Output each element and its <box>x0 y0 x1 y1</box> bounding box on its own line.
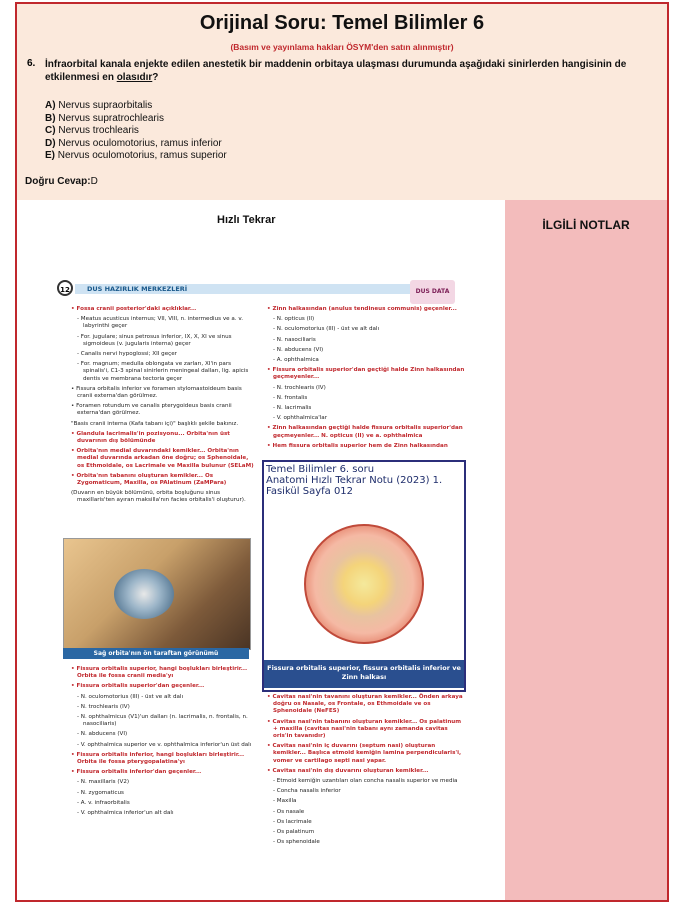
book-page-image <box>55 270 485 860</box>
related-notes-title: İLGİLİ NOTLAR <box>542 218 630 232</box>
option-letter: D) <box>45 137 56 149</box>
book-text-line: - Os sphenoidale <box>273 839 320 846</box>
book-text-line: • Fissura orbitalis inferior, hangi boşlukları birleştirir... Orbita ile fossa pterygopalatina'yı <box>71 751 245 766</box>
question-text-underlined: olasıdır <box>116 72 153 83</box>
book-text-line: "Basis cranii interna (Kafa tabanı içi)" başlıklı şekile bakınız. <box>71 420 239 427</box>
dusdata-logo: DUS DATA <box>410 280 455 304</box>
book-text-line: - N. maxillaris (V2) <box>77 779 130 786</box>
option-text: Nervus oculomotorius, ramus inferior <box>58 137 222 149</box>
book-text-line: - For. magnum; medulla oblongata ve zarları, XI'in pars spinalis'i, C1-3 spinal sinirlerin meningeal dalları, lig. apicis dentis ve membrana tectoria geçer <box>77 361 249 382</box>
book-text-line: - A. v. infraorbitalis <box>77 799 130 806</box>
option-letter: A) <box>45 100 56 111</box>
option-b[interactable] <box>45 113 227 126</box>
callout-page: Fasikül Sayfa 012 <box>266 486 354 497</box>
header-text: DUS HAZIRLIK MERKEZLERİ <box>87 285 188 293</box>
book-text-line: • Zinn halkasından geçtiği halde fissura orbitalis superior'dan geçmeyenler... N. opticus (II) ve a. ophthalmica <box>267 425 463 439</box>
option-a[interactable] <box>45 100 227 113</box>
right-column-bottom <box>265 694 465 849</box>
left-column-top <box>69 306 255 508</box>
eyeball-illustration <box>114 569 174 619</box>
book-text-line: • Fissura orbitalis superior, hangi boşlukları birleştirir... Orbita ile fossa cranii media'yı <box>71 666 248 680</box>
option-letter: C) <box>45 125 56 136</box>
book-text-line: • Fossa cranii posterior'daki açıklıklar... <box>71 306 197 312</box>
question-box <box>17 4 667 200</box>
book-text-line: • Orbita'nın tabanını oluşturan kemikler... Os Zygomaticum, Maxilla, os PAlatinum (ZaMPara) <box>71 472 227 487</box>
option-d[interactable] <box>45 138 227 151</box>
book-text-line: - Canalis nervi hypoglossi; XII geçer <box>77 351 177 358</box>
book-text-line: • Cavitas nasi'nin dış duvarını oluşturan kemikler... <box>267 767 429 774</box>
book-text-line: • Fissura orbitalis inferior ve foramen stylomastoideum basis cranii externa'dan görülmez. <box>71 385 242 400</box>
orbit-figure-caption: Sağ orbita'nın ön taraftan görünümü <box>63 648 249 659</box>
book-text-line: • Hem fissura orbitalis superior hem de Zinn halkasından <box>267 442 448 449</box>
page-title: Orijinal Soru: Temel Bilimler 6 <box>199 12 485 34</box>
book-text-line: - V. ophthalmica'lar <box>273 415 328 422</box>
book-text-line: • Orbita'nın medial duvarındaki kemikler... Orbita'nın medial duvarında arkadan öne doğru; os Sphenoidale, os Ethmoidale, os Lacrimale ve Maxilla bulunur (SELaM) <box>71 448 254 469</box>
book-text-line: - Maxilla <box>273 798 297 805</box>
question-number: 6. <box>27 58 36 69</box>
book-text-line: - N. nasociliaris <box>273 336 316 343</box>
book-text-line: - N. lacrimalis <box>273 405 312 412</box>
answer-label: Doğru Cevap: <box>25 176 91 187</box>
book-text-line: - N. trochlearis (IV) <box>273 384 326 391</box>
book-text-line: - Os palatinum <box>273 829 315 836</box>
options-list <box>45 100 227 163</box>
correct-answer <box>25 176 98 187</box>
option-text: Nervus supratrochlearis <box>58 112 164 124</box>
book-text-line: • Glandula lacrimalis'in pozisyonu... Orbita'nın üst duvarının dış bölümünde <box>71 430 230 445</box>
book-text-line: - Meatus acusticus internus; VII, VIII, n. intermedius ve a. v. labyrinthi geçer <box>77 316 244 330</box>
question-text <box>45 58 645 84</box>
book-text-line: - Concha nasalis inferior <box>273 788 341 795</box>
orbit-figure <box>63 538 251 650</box>
callout-figure-caption: Fissura orbitalis superior, fissura orbitalis inferior ve Zinn halkası <box>264 660 464 688</box>
callout-text <box>266 464 442 497</box>
zinn-ring-illustration <box>304 524 424 644</box>
book-text-line: (Duvarın en büyük bölümünü, orbita boşluğunu sinus maxillaris'ten ayıran maksilla'nın facies orbitalis'i oluşturur). <box>71 490 246 504</box>
book-text-line: • Cavitas nasi'nin tabanını oluşturan kemikler... Os palatinum + maxilla (cavitas nasi'nin tabanı aynı zamanda cavitas oris'in tavanıdır) <box>267 718 462 740</box>
book-text-line: • Cavitas nasi'nin tavanını oluşturan kemikler... Önden arkaya doğru os Nasale, os Frontale, os Ethmoidale ve os Sphenoidale (NeFES) <box>267 694 463 715</box>
book-text-line: - For. jugulare; sinus petrosus inferior, IX, X, XI ve sinus sigmoideus (v. jugularis interna) geçer <box>77 333 232 347</box>
right-column-top <box>265 306 465 453</box>
page-number: 12 <box>57 280 73 296</box>
callout-box <box>262 460 466 692</box>
book-text-line: • Fissura orbitalis inferior'dan geçenler... <box>71 769 202 776</box>
option-letter: B) <box>45 112 56 124</box>
book-text-line: • Zinn halkasından (anulus tendineus communis) geçenler... <box>267 306 457 312</box>
book-text-line: • Fissura orbitalis superior'dan geçenler... <box>71 683 205 690</box>
question-text-main: İnfraorbital kanala enjekte edilen anestetik bir maddenin orbitaya ulaşması durumunda aşağıdaki sinirlerden hangisinin de etkilenmesi en <box>45 59 627 83</box>
quick-review-title: Hızlı Tekrar <box>217 214 276 226</box>
option-e[interactable] <box>45 150 227 163</box>
book-text-line: - N. frontalis <box>273 394 308 401</box>
option-letter: E) <box>45 150 55 161</box>
book-text-line: - N. ophthalmicus (V1)'un dalları (n. lacrimalis, n. frontalis, n. nasociliaris) <box>77 714 248 728</box>
book-text-line: - N. abducens (VI) <box>273 346 324 353</box>
book-text-line: - A. ophthalmica <box>273 357 319 364</box>
option-text: Nervus trochlearis <box>58 125 139 136</box>
related-notes-panel <box>505 200 667 900</box>
book-text-line: • Cavitas nasi'nin iç duvarını (septum nasi) oluşturan kemikler... Başlıca etmoid kemiğin lamina perpendicularis'i, vomer ve cartilago septi nasi yapar. <box>267 743 462 764</box>
book-text-line: • Foramen rotundum ve canalis pterygoideus basis cranii externa'dan görülmez. <box>71 403 232 417</box>
option-text: Nervus oculomotorius, ramus superior <box>57 150 227 161</box>
book-text-line: - Etmoid kemiğin uzantıları olan concha nasalis superior ve media <box>273 778 458 785</box>
copyright-note: (Basım ve yayınlama hakları ÖSYM'den satın alınmıştır) <box>230 42 454 52</box>
option-c[interactable] <box>45 125 227 138</box>
book-text-line: - N. trochlearis (IV) <box>77 703 130 710</box>
book-text-line: - Os nasale <box>273 808 305 815</box>
callout-source: Anatomi Hızlı Tekrar Notu (2023) 1. <box>266 475 443 486</box>
book-text-line: • Fissura orbitalis superior'dan geçtiği halde Zinn halkasından geçmeyenler... <box>267 367 465 381</box>
book-page-header <box>55 280 485 294</box>
option-text: Nervus supraorbitalis <box>58 100 153 111</box>
book-text-line: - V. ophthalmica inferior'un alt dalı <box>77 810 174 817</box>
book-text-line: - N. oculomotorius (III) - üst ve alt dalı <box>77 693 184 700</box>
left-column-bottom <box>69 666 255 820</box>
book-text-line: - N. opticus (II) <box>273 316 315 323</box>
book-text-line: - N. abducens (VI) <box>77 731 128 738</box>
answer-value: D <box>90 176 98 187</box>
question-text-end: ? <box>152 72 159 83</box>
callout-title: Temel Bilimler 6. soru <box>266 464 375 475</box>
book-text-line: - V. ophthalmica superior ve v. ophthalmica inferior'un üst dalı <box>77 741 252 748</box>
book-text-line: - N. oculomotorius (III) - üst ve alt dalı <box>273 326 380 333</box>
book-text-line: - N. zygomaticus <box>77 789 124 796</box>
book-text-line: - Os lacrimale <box>273 818 312 825</box>
